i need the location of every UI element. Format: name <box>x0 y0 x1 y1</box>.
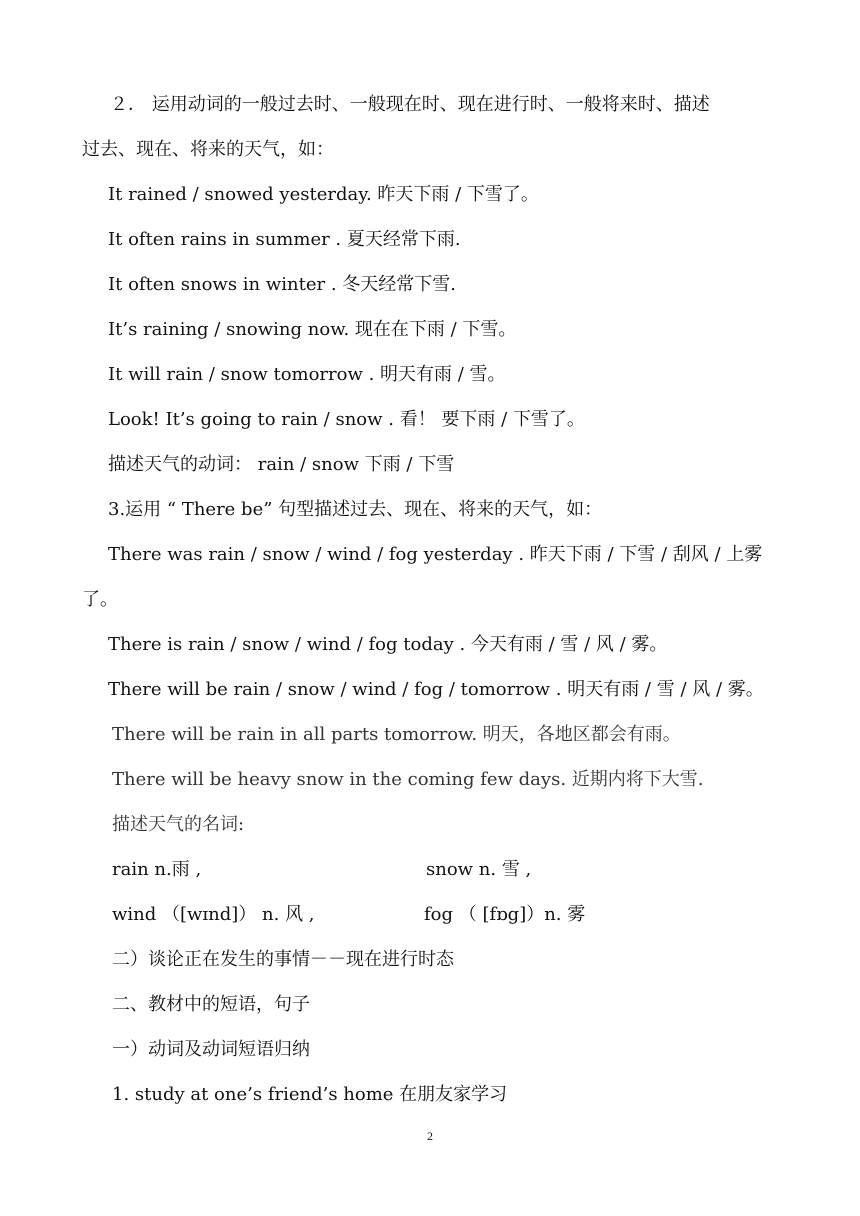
text-line: There will be rain in all parts tomorrow. 明天，各地区都会有雨。 <box>112 724 681 745</box>
vocab-snow: snow n. 雪 , <box>426 859 532 880</box>
text-line: 描述天气的名词: <box>112 814 245 835</box>
vocab-rain: rain n.雨 , <box>112 859 202 880</box>
text-line: It often rains in summer . 夏天经常下雨. <box>108 229 461 250</box>
text-line: Look! It’s going to rain / snow . 看！ 要下雨 / 下雪了。 <box>108 409 585 430</box>
page-number: 2 <box>427 1129 433 1143</box>
text-line: It rained / snowed yesterday. 昨天下雨 / 下雪了。 <box>108 184 539 205</box>
text-line: 了。 <box>82 589 118 610</box>
text-line: 3.运用 “ There be” 句型描述过去、现在、将来的天气，如： <box>108 499 603 520</box>
text-line: 1. study at one’s friend’s home 在朋友家学习 <box>112 1084 508 1105</box>
text-line: 描述天气的动词： rain / snow 下雨 / 下雪 <box>108 454 455 475</box>
text-line: There will be rain / snow / wind / fog / tomorrow . 明天有雨 / 雪 / 风 / 雾。 <box>108 679 764 700</box>
text-line: 过去、现在、将来的天气，如： <box>82 139 334 160</box>
text-line: There was rain / snow / wind / fog yesterday . 昨天下雨 / 下雪 / 刮风 / 上雾 <box>108 544 763 565</box>
text-line: It often snows in winter . 冬天经常下雪. <box>108 274 457 295</box>
text-line: There is rain / snow / wind / fog today . 今天有雨 / 雪 / 风 / 雾。 <box>108 634 668 655</box>
text-line: It will rain / snow tomorrow . 明天有雨 / 雪。 <box>108 364 506 385</box>
section-heading: 二）谈论正在发生的事情－－现在进行时态 <box>112 949 454 970</box>
text-line: It’s raining / snowing now. 现在在下雨 / 下雪。 <box>108 319 517 340</box>
section-heading: 二、教材中的短语，句子 <box>112 994 310 1015</box>
section-heading: 一）动词及动词短语归纳 <box>112 1039 310 1060</box>
vocab-fog: fog （ [fɒg]）n. 雾 <box>424 904 586 925</box>
text-line: ２． 运用动词的一般过去时、一般现在时、现在进行时、一般将来时、描述 <box>110 94 710 115</box>
text-line: There will be heavy snow in the coming few days. 近期内将下大雪. <box>112 769 704 790</box>
vocab-wind: wind （[wɪnd]） n. 风 , <box>112 904 315 925</box>
